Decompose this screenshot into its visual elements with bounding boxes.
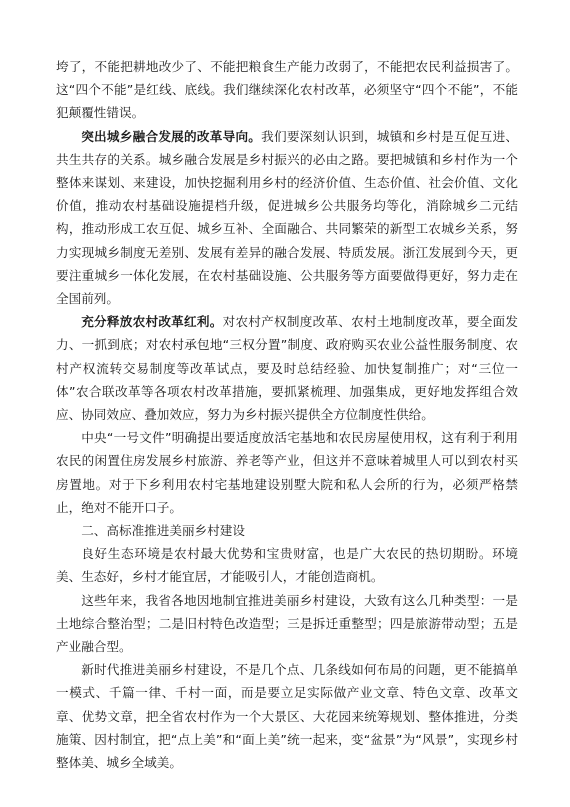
paragraph-urban-rural xyxy=(56,125,518,311)
section-heading: 二、高标准推进美丽乡村建设 xyxy=(81,523,245,539)
paragraph-text: 中央“一号文件”明确提出要适度放活宅基地和农民房屋使用权，这有利于利用农民的闲置住房发展乡村旅游、养老等产业，但这并不意味着城里人可以到农村买房置地。对于下乡利用农村宅基地建设别墅大院和私人会所的行为，必须严格禁止，绝对不能开口子。 xyxy=(56,430,518,515)
paragraph-text: 垮了，不能把耕地改少了、不能把粮食生产能力改弱了，不能把农民利益损害了。这“四个不能”是红线、底线。我们继续深化农村改革，必须坚守“四个不能”，不能犯颠覆性错误。 xyxy=(56,59,518,121)
paragraph-ecology xyxy=(56,542,518,588)
paragraph-text: 良好生态环境是农村最大优势和宝贵财富，也是广大农民的热切期盼。环境美、生态好，乡村才能宜居，才能吸引人，才能创造商机。 xyxy=(56,546,518,585)
document-page xyxy=(56,55,518,774)
paragraph-text: 我们要深刻认识到，城镇和乡村是互促互进、共生共存的关系。城乡融合发展是乡村振兴的必由之路。要把城镇和乡村作为一个整体来谋划、来建设，加快挖掘利用乡村的经济价值、生态价值、社会价值、文化价值，推动农村基础设施提档升级，促进城乡公共服务均等化，消除城乡二元结构，推动形成工农互促、城乡互补、全面融合、共同繁荣的新型工农城乡关系，努力实现城乡制度无差别、发展有差异的融合发展、特质发展。浙江发展到今天，更要注重城乡一体化发展，在农村基础设施、公共服务等方面要做得更好，努力走在全国前列。 xyxy=(56,128,519,307)
paragraph-text: 新时代推进美丽乡村建设，不是几个点、几条线如何布局的问题，更不能搞单一模式、千篇一律、千村一面，而是要立足实际做产业文章、特色文章、改革文章、优势文章，把全省农村作为一个大景区、大花园来统筹规划、整体推进，分类施策、因村制宜，把“点上美”和“面上美”统一起来，变“盆景”为“风景”，实现乡村整体美、城乡全域美。 xyxy=(56,662,518,771)
paragraph-homestead xyxy=(56,426,518,519)
paragraph-four-no xyxy=(56,55,518,125)
paragraph-reform-dividend xyxy=(56,310,518,426)
paragraph-lead: 突出城乡融合发展的改革导向。 xyxy=(81,128,262,144)
paragraph-text: 对农村产权制度改革、农村土地制度改革，要全面发力、一抓到底；对农村承包地“三权分置”制度、政府购买农业公益性服务制度、农村产权流转交易制度等改革试点，要及时总结经验、加快复制推广；对“三位一体”农合联改革等各项农村改革措施，要抓紧梳理、加强集成，更好地发挥组合效应、协同效应、叠加效应，努力为乡村振兴提供全方位制度性供给。 xyxy=(56,314,519,423)
paragraph-text: 这些年来，我省各地因地制宜推进美丽乡村建设，大致有这么几种类型：一是土地综合整治型；二是旧村特色改造型；三是拆迁重整型；四是旅游带动型；五是产业融合型。 xyxy=(56,592,518,655)
paragraph-new-era xyxy=(56,658,518,774)
paragraph-lead: 充分释放农村改革红利。 xyxy=(81,314,223,330)
paragraph-types xyxy=(56,589,518,659)
